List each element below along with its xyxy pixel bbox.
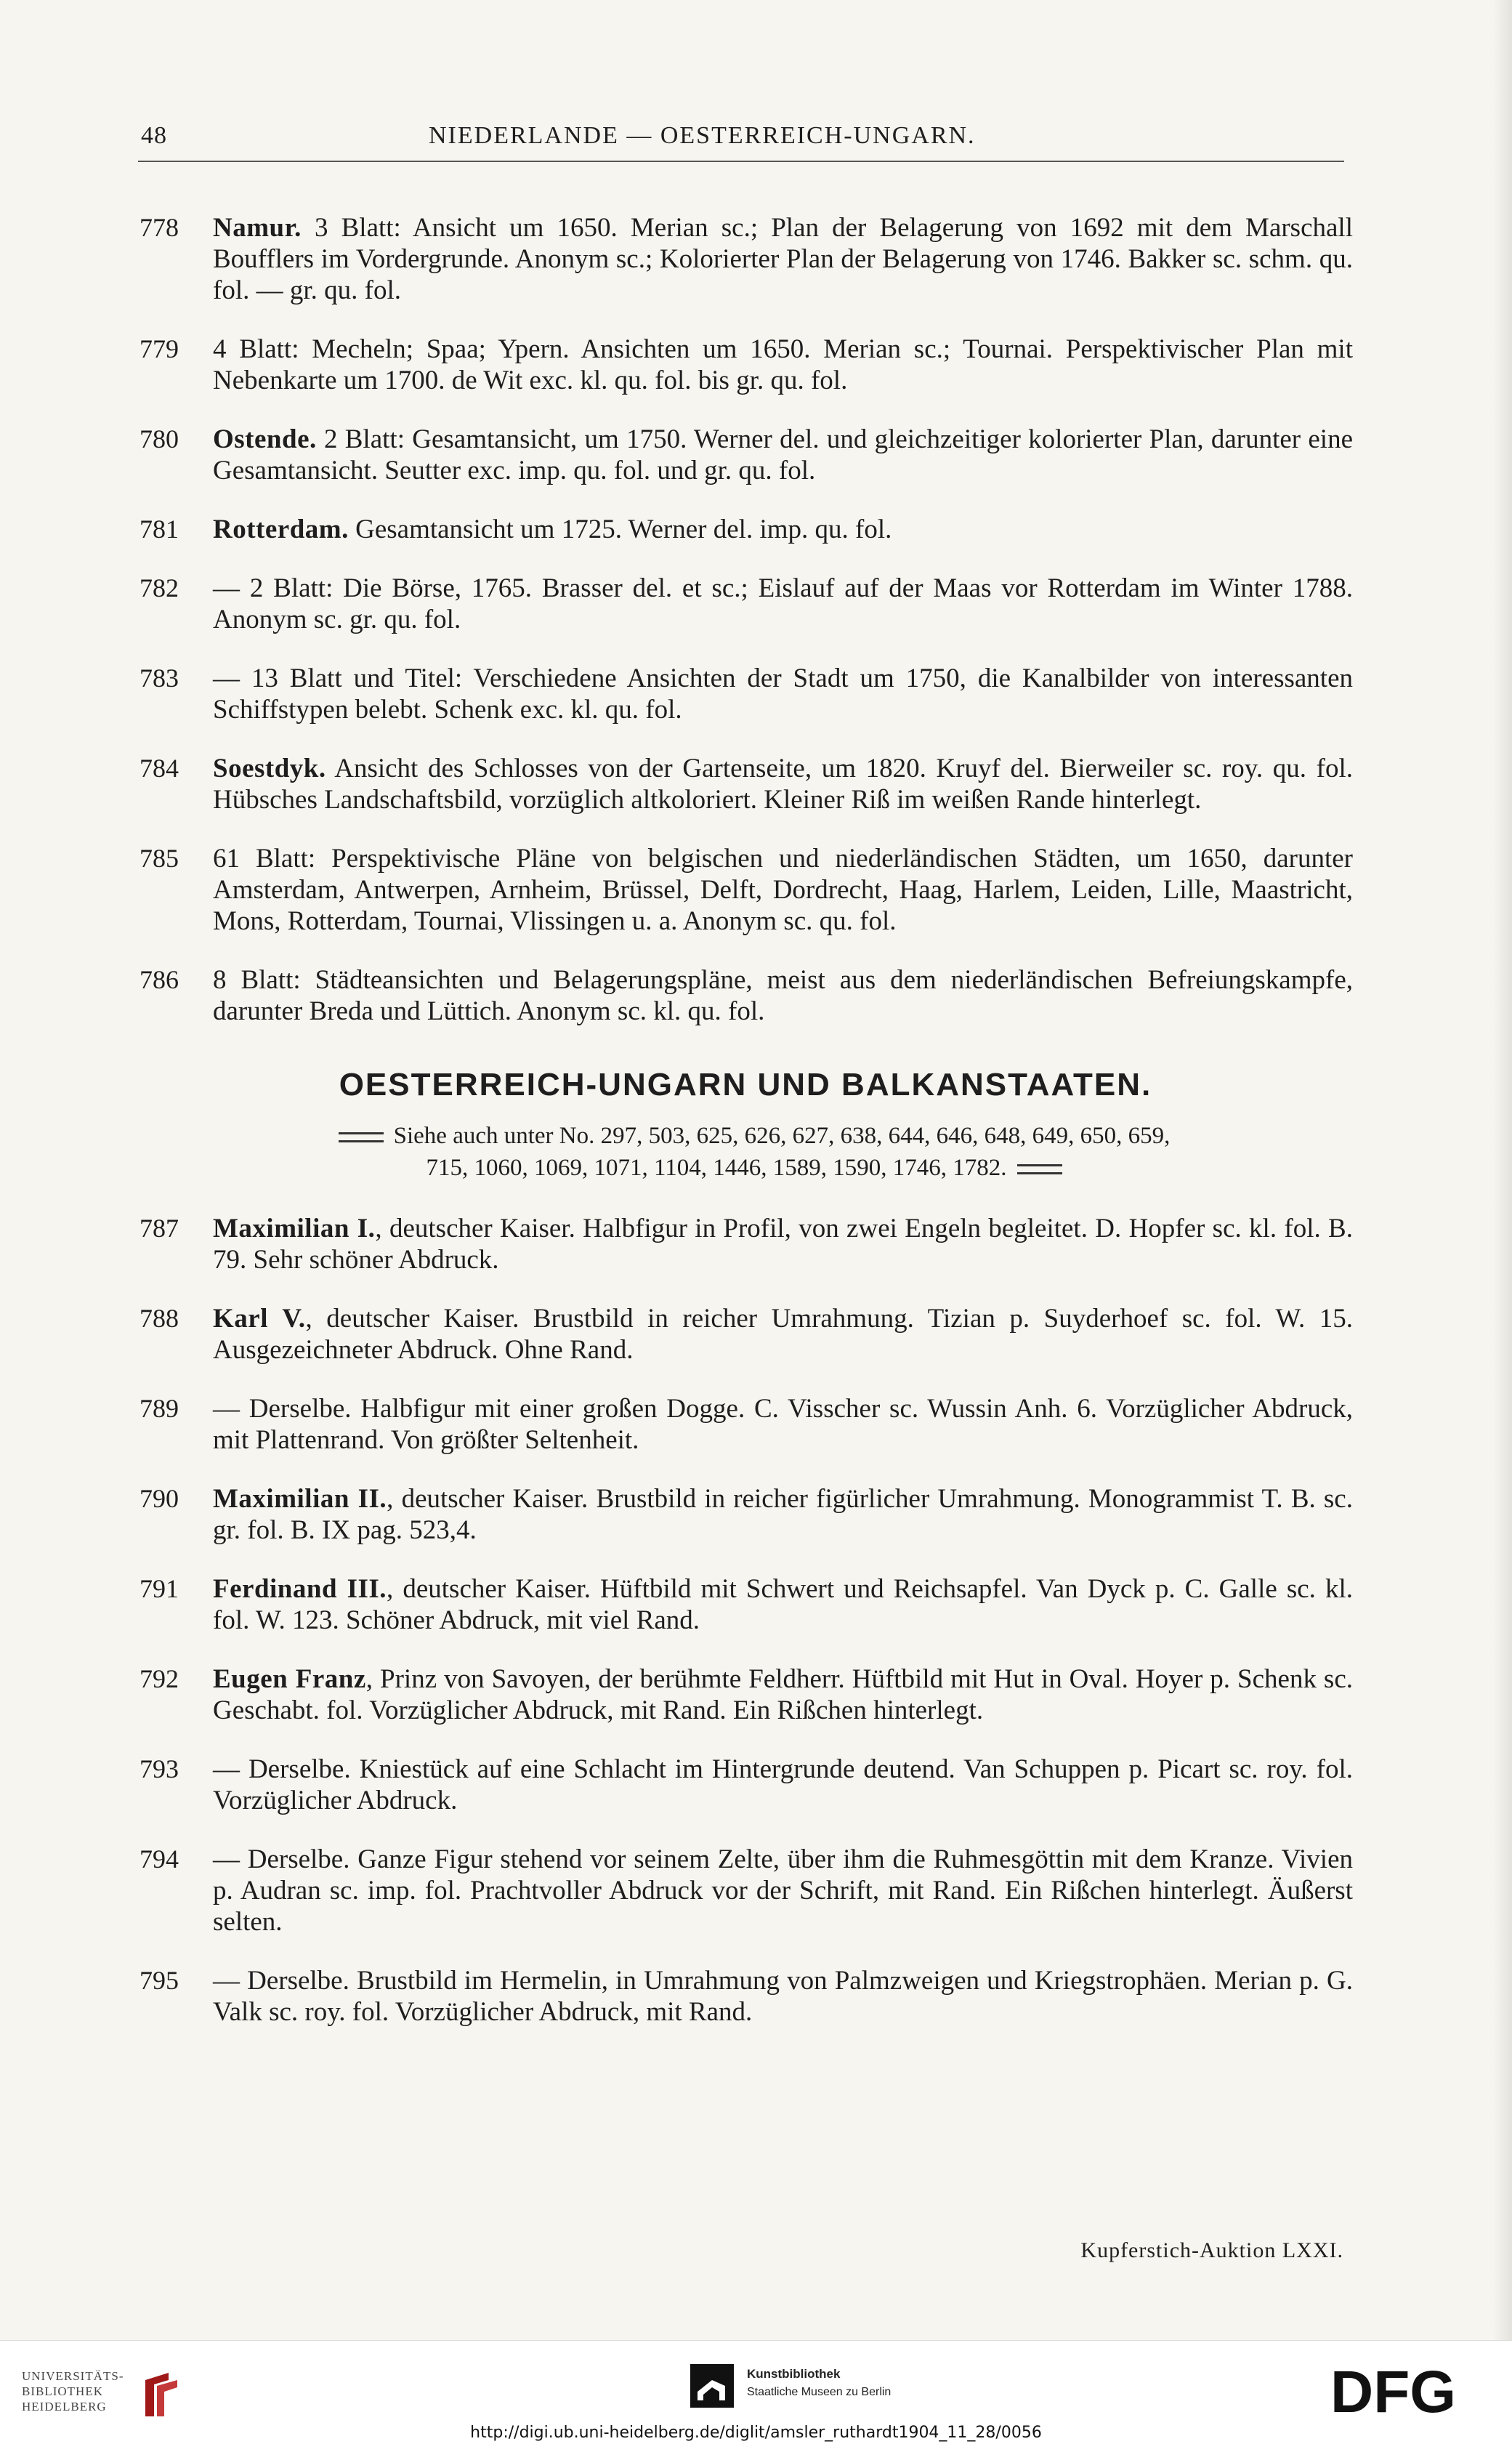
entry-number: 793 [140, 1754, 179, 1783]
entry-description: Ansicht des Schlosses von der Gartenseite, um 1820. Kruyf del. Bierweiler sc. roy. qu. fol. Hübsches Landschaftsbild, vorzüglich altkoloriert. Kleiner Riß im weißen Rande hinterlegt. [213, 754, 1353, 815]
catalog-entry [138, 1663, 1353, 1726]
entry-description: Gesamtansicht um 1725. Werner del. imp. qu. fol. [348, 515, 892, 544]
kunstbibliothek-logo[interactable] [690, 2364, 930, 2415]
uni-heidelberg-logo[interactable] [22, 2368, 196, 2427]
entries-niederlande [138, 212, 1353, 1027]
entry-description: — 2 Blatt: Die Börse, 1765. Brasser del. et sc.; Eislauf auf der Maas vor Rotterdam im Winter 1788. Anonym sc. gr. qu. fol. [213, 573, 1353, 634]
entry-description: , deutscher Kaiser. Brustbild in reicher figürlicher Umrahmung. Monogrammist T. B. sc. gr. fol. B. IX pag. 523,4. [213, 1484, 1353, 1545]
entry-number: 783 [140, 664, 179, 693]
uni-line-1: UNIVERSITÄTS- [22, 2369, 124, 2383]
entry-name: Eugen Franz [213, 1664, 366, 1694]
entry-description: 61 Blatt: Perspektivische Pläne von belgischen und niederländischen Städten, um 1650, darunter Amsterdam, Antwerpen, Arnheim, Brüssel, Delft, Dordrecht, Haag, Harlem, Leiden, Lille, Maastricht, Mons, Rotterdam, Tournai, Vlissingen u. a. Anonym sc. qu. fol. [213, 844, 1353, 936]
entry-name: Ferdinand III. [213, 1574, 387, 1604]
page-edge-shadow [1493, 0, 1512, 2340]
digitization-footer [0, 2340, 1512, 2452]
entry-number: 786 [140, 965, 179, 994]
kunstbibliothek-text [747, 2367, 891, 2399]
entry-description: , Prinz von Savoyen, der berühmte Feldherr. Hüftbild mit Hut in Oval. Hoyer p. Schenk sc. Geschabt. fol. Vorzüglicher Abdruck, mit Rand. Ein Rißchen hinterlegt. [213, 1664, 1354, 1725]
uni-line-2: BIBLIOTHEK [22, 2384, 103, 2398]
entry-number: 791 [140, 1574, 179, 1603]
catalog-entry [138, 1303, 1353, 1366]
catalog-entry [138, 1754, 1353, 1816]
catalog-entry [138, 1483, 1353, 1546]
entry-number: 779 [140, 334, 179, 363]
entry-number: 788 [140, 1304, 179, 1333]
running-head-title: NIEDERLANDE — OESTERREICH-UNGARN. [429, 122, 976, 149]
entry-number: 789 [140, 1394, 179, 1423]
crossref-line-1 [145, 1120, 1353, 1152]
entry-description: — 13 Blatt und Titel: Verschiedene Ansichten der Stadt um 1750, die Kanalbilder von interessanten Schiffstypen belebt. Schenk exc. kl. qu. fol. [213, 664, 1353, 725]
catalog-entry [138, 1573, 1353, 1636]
crossref-text-2: 715, 1060, 1069, 1071, 1104, 1446, 1589, 1590, 1746, 1782. [426, 1155, 1007, 1181]
double-rule-icon [339, 1132, 384, 1142]
catalog-entry [138, 573, 1353, 635]
entry-description: 2 Blatt: Gesamtansicht, um 1750. Werner del. und gleichzeitiger kolorierter Plan, darunter eine Gesamtansicht. Seutter exc. imp. qu. fol. und gr. qu. fol. [213, 424, 1353, 485]
entry-description: — Derselbe. Halbfigur mit einer großen Dogge. C. Visscher sc. Wussin Anh. 6. Vorzüglicher Abdruck, mit Plattenrand. Von größter Seltenheit. [213, 1394, 1353, 1455]
entry-description: — Derselbe. Ganze Figur stehend vor seinem Zelte, über ihm die Ruhmesgöttin mit dem Kranze. Vivien p. Audran sc. imp. fol. Prachtvoller Abdruck vor der Schrift, mit Rand. Ein Rißchen hinterlegt. Äußerst selten. [213, 1844, 1353, 1937]
entry-number: 782 [140, 573, 179, 602]
uni-logo-text [22, 2368, 124, 2414]
page-number: 48 [141, 122, 167, 149]
entry-number: 778 [140, 213, 179, 242]
entry-name: Rotterdam. [213, 515, 349, 544]
dfg-logo-text: DFG [1330, 2360, 1457, 2421]
university-seal-icon [140, 2370, 183, 2421]
entry-name: Namur. [213, 213, 302, 243]
catalog-entry [138, 753, 1353, 815]
catalog-entry [138, 663, 1353, 725]
catalog-entry [138, 514, 1353, 545]
catalog-entry [138, 1844, 1353, 1937]
entry-number: 780 [140, 424, 179, 453]
catalog-entry [138, 1213, 1353, 1275]
entry-number: 792 [140, 1664, 179, 1693]
section-title: OESTERREICH-UNGARN UND BALKANSTAATEN. [339, 1067, 1152, 1102]
entry-description: , deutscher Kaiser. Halbfigur in Profil, von zwei Engeln begleitet. D. Hopfer sc. kl. fol. B. 79. Sehr schöner Abdruck. [213, 1214, 1353, 1275]
catalog-entry [138, 212, 1353, 306]
entry-number: 794 [140, 1844, 179, 1874]
catalog-entry [138, 1393, 1353, 1456]
kb-title: Kunstbibliothek [747, 2367, 841, 2381]
entry-name: Karl V. [213, 1304, 306, 1334]
kunstbibliothek-icon [690, 2364, 734, 2408]
page-url-link[interactable]: http://digi.ub.uni-heidelberg.de/diglit/amsler_ruthardt1904_11_28/0056 [470, 2424, 1042, 2442]
entry-name: Ostende. [213, 424, 317, 454]
section-crossref [138, 1120, 1353, 1184]
entry-name: Maximilian I. [213, 1214, 376, 1243]
entry-description: 8 Blatt: Städteansichten und Belagerungspläne, meist aus dem niederländischen Befreiungskampfe, darunter Breda und Lüttich. Anonym sc. kl. qu. fol. [213, 965, 1353, 1026]
entries-oesterreich [138, 1213, 1353, 2028]
entry-description: — Derselbe. Kniestück auf eine Schlacht im Hintergrunde deutend. Van Schuppen p. Picart sc. roy. fol. Vorzüglicher Abdruck. [213, 1754, 1353, 1815]
catalog-entry [138, 843, 1353, 937]
entry-description: 3 Blatt: Ansicht um 1650. Merian sc.; Plan der Belagerung von 1692 mit dem Marschall Boufflers im Vordergrunde. Anonym sc.; Kolorierter Plan der Belagerung von 1746. Bakker sc. schm. qu. fol. — gr. qu. fol. [213, 213, 1353, 305]
uni-line-3: HEIDELBERG [22, 2400, 107, 2413]
entry-number: 784 [140, 754, 179, 783]
dfg-logo[interactable] [1327, 2360, 1480, 2421]
running-head [138, 122, 1344, 158]
footer-note: Kupferstich-Auktion LXXI. [1080, 2238, 1343, 2262]
entry-number: 787 [140, 1214, 179, 1243]
catalog-content [138, 212, 1353, 2055]
entry-number: 790 [140, 1484, 179, 1513]
kb-subtitle: Staatliche Museen zu Berlin [747, 2386, 892, 2398]
catalog-entry [138, 424, 1353, 486]
header-rule [138, 161, 1344, 162]
crossref-line-2 [145, 1152, 1353, 1184]
entry-number: 785 [140, 844, 179, 873]
entry-name: Soestdyk. [213, 754, 326, 783]
catalog-entry [138, 1965, 1353, 2028]
entry-description: 4 Blatt: Mecheln; Spaa; Ypern. Ansichten um 1650. Merian sc.; Tournai. Perspektivischer Plan mit Nebenkarte um 1700. de Wit exc. kl. qu. fol. bis gr. qu. fol. [213, 334, 1353, 395]
catalog-entry [138, 334, 1353, 396]
entry-description: , deutscher Kaiser. Hüftbild mit Schwert und Reichsapfel. Van Dyck p. C. Galle sc. kl. fol. W. 123. Schöner Abdruck, mit viel Rand. [213, 1574, 1353, 1635]
entry-name: Maximilian II. [213, 1484, 387, 1514]
entry-number: 781 [140, 515, 179, 544]
entry-number: 795 [140, 1966, 179, 1995]
entry-description: , deutscher Kaiser. Brustbild in reicher Umrahmung. Tizian p. Suyderhoef sc. fol. W. 15. Ausgezeichneter Abdruck. Ohne Rand. [213, 1304, 1354, 1365]
catalog-entry [138, 964, 1353, 1027]
entry-description: — Derselbe. Brustbild im Hermelin, in Umrahmung von Palmzweigen und Kriegstrophäen. Merian p. G. Valk sc. roy. fol. Vorzüglicher Abdruck, mit Rand. [213, 1966, 1353, 2027]
crossref-text-1: Siehe auch unter No. 297, 503, 625, 626, 627, 638, 644, 646, 648, 649, 650, 659, [393, 1123, 1171, 1149]
double-rule-icon [1017, 1164, 1062, 1174]
